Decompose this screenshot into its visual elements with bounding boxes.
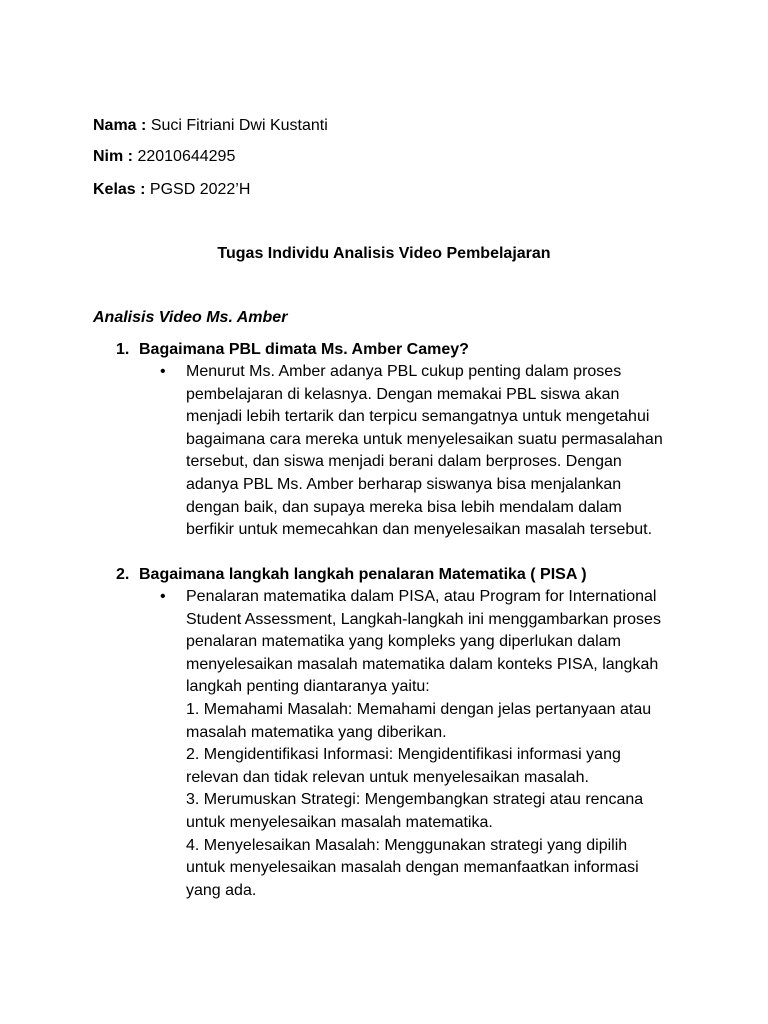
question-2 [116,564,587,587]
answer-1-line: bagaimana cara mereka untuk menyelesaikan suatu permasalahan [186,430,663,448]
name-label: Nama : [93,117,147,134]
answer-2-line: untuk menyelesaikan masalah dengan memanfaatkan informasi [186,859,639,877]
answer-2-line: penalaran matematika yang kompleks yang diperlukan dalam [186,633,621,651]
bullet-icon: • [160,588,166,605]
class-value: PGSD 2022’H [149,181,251,198]
answer-2-line: Penalaran matematika dalam PISA, atau Program for International [186,588,657,605]
answer-1-line: Menurut Ms. Amber adanya PBL cukup penting dalam proses [186,363,622,380]
answer-2-line: 4. Menyelesaikan Masalah: Menggunakan strategi yang dipilih [186,836,628,854]
question-2-number: 2. [116,566,130,583]
answer-2-line: Student Assessment, Langkah-langkah ini menggambarkan proses [186,610,661,628]
document-title: Tugas Individu Analisis Video Pembelajaran [217,245,551,262]
student-nim-line [93,146,235,169]
answer-1 [160,361,686,542]
answer-1-line: tersebut, dan siswa menjadi berani dalam berproses. Dengan [186,453,622,471]
section-heading: Analisis Video Ms. Amber [93,309,288,326]
nim-label: Nim : [93,148,133,165]
answer-2-line: langkah penting diantaranya yaitu: [186,678,430,696]
answer-2-line: 3. Merumuskan Strategi: Mengembangkan strategi atau rencana [186,791,644,809]
answer-2-line: 2. Mengidentifikasi Informasi: Mengidentifikasi informasi yang [186,746,621,764]
answer-2-line: untuk menyelesaikan masalah matematika. [186,813,493,831]
name-value: Suci Fitriani Dwi Kustanti [150,117,328,134]
answer-2-line: 1. Memahami Masalah: Memahami dengan jelas pertanyaan atau [186,700,652,718]
question-2-text: Bagaimana langkah langkah penalaran Matematika ( PISA ) [139,566,587,583]
answer-2 [160,586,686,902]
student-class-line [93,179,250,202]
answer-1-line: menjadi lebih tertarik dan terpicu semangatnya untuk mengetahui [186,408,650,426]
question-1-number: 1. [116,341,130,358]
answer-1-line: dengan baik, dan supaya mereka bisa lebih mendalam dalam [186,498,622,516]
question-1 [116,339,469,362]
answer-1-line: adanya PBL Ms. Amber berharap siswanya bisa menjalankan [186,475,622,493]
answer-2-line: menyelesaikan masalah matematika dalam konteks PISA, langkah [186,655,659,673]
answer-1-line: berfikir untuk memecahkan dan menyelesaikan masalah tersebut. [186,521,653,539]
answer-2-line: masalah matematika yang diberikan. [186,723,447,741]
nim-value: 22010644295 [137,148,236,165]
bullet-icon: • [160,363,166,380]
student-name-line [93,115,328,138]
answer-1-line: pembelajaran di kelasnya. Dengan memakai PBL siswa akan [186,385,620,403]
class-label: Kelas : [93,181,146,198]
question-1-text: Bagaimana PBL dimata Ms. Amber Camey? [139,341,469,358]
answer-2-line: yang ada. [186,881,257,899]
answer-2-line: relevan dan tidak relevan untuk menyelesaikan masalah. [186,768,589,786]
